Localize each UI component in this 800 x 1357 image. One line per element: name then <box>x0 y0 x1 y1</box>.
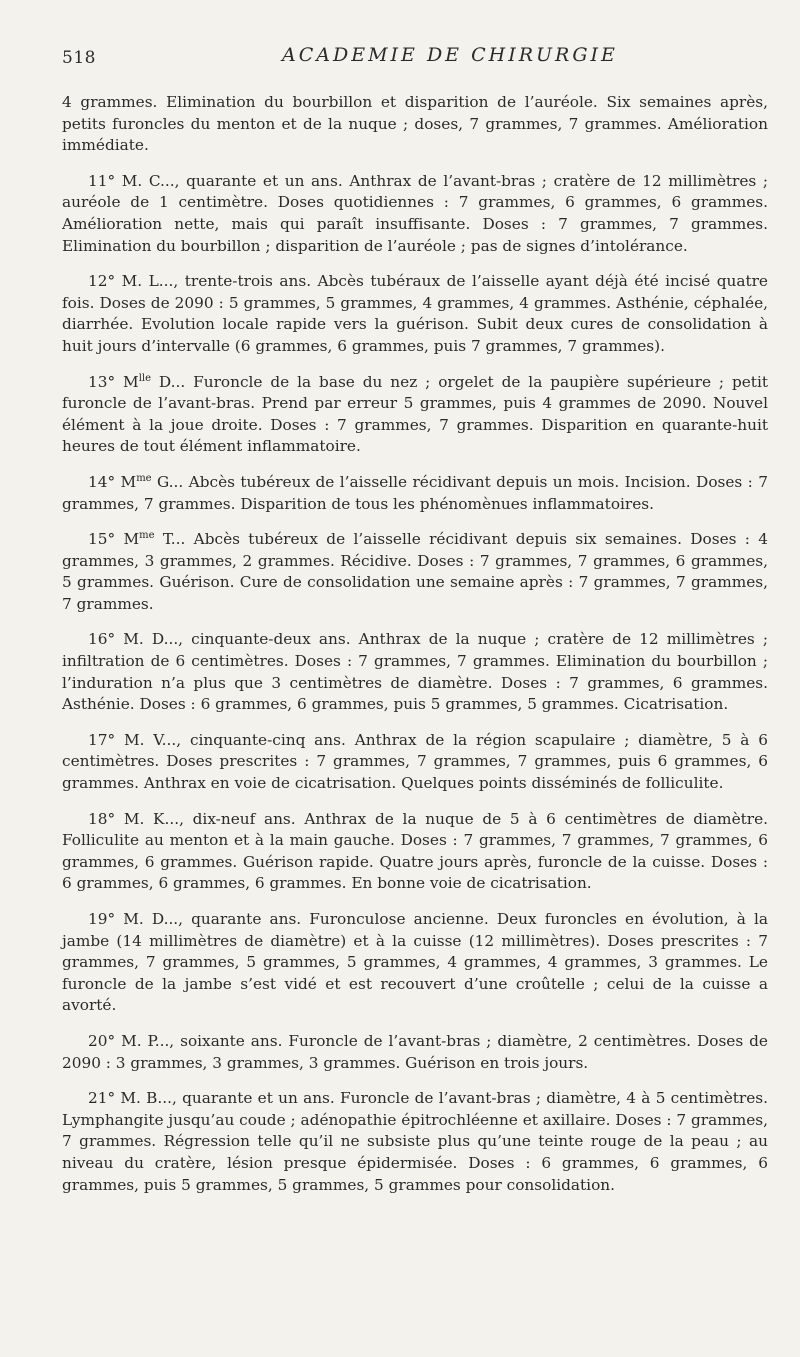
case-number: 18° <box>88 809 116 828</box>
case-11 <box>62 171 768 257</box>
case-title: M <box>123 530 140 549</box>
case-text: L..., trente-trois ans. Abcès tubéraux de l’aisselle ayant déjà été incisé quatre fois. Doses de 2090 : 5 grammes, 5 grammes, 4 grammes, 4 grammes. Asthénie, céphalée, diarrhée. Evolution locale rapide vers la guérison. Subit deux cures de consolidation à huit jours d’intervalle (6 grammes, 6 grammes, puis 7 grammes, 7 grammes). <box>62 272 768 355</box>
case-number: 17° <box>88 730 116 749</box>
case-14 <box>62 472 768 515</box>
case-title-sup: me <box>139 530 155 541</box>
case-16 <box>62 629 768 715</box>
case-text: G... Abcès tubéreux de l’aisselle récidivant depuis un mois. Incision. Doses : 7 grammes, 7 grammes. Disparition de tous les phénomènues inflammatoires. <box>62 472 768 513</box>
case-text: T... Abcès tubéreux de l’aisselle récidivant depuis six semaines. Doses : 4 grammes, 3 grammes, 2 grammes. Récidive. Doses : 7 grammes, 7 grammes, 6 grammes, 5 grammes. Guérison. Cure de consolidation une semaine après : 7 grammes, 7 grammes, 7 grammes. <box>62 530 768 613</box>
case-number: 21° <box>88 1089 116 1108</box>
case-text: D..., quarante ans. Furonculose ancienne. Deux furoncles en évolution, à la jambe (14 millimètres de diamètre) et à la cuisse (12 millimètres). Doses prescrites : 7 grammes, 7 grammes, 5 grammes, 5 grammes, 4 grammes, 4 grammes, 3 grammes. Le furoncle de la jambe s’est vidé et est recouvert d’une croûtelle ; celui de la cuisse a avorté. <box>62 910 768 1015</box>
case-text: P..., soixante ans. Furoncle de l’avant-bras ; diamètre, 2 centimètres. Doses de 2090 : 3 grammes, 3 grammes, 3 grammes. Guérison en trois jours. <box>62 1031 768 1072</box>
continuation-paragraph: 4 grammes. Elimination du bourbillon et disparition de l’auréole. Six semaines après, petits furoncles du menton et de la nuque ; doses, 7 grammes, 7 grammes. Amélioration immédiate. <box>62 93 768 155</box>
case-title: M. <box>123 630 144 649</box>
case-number: 19° <box>88 910 116 928</box>
case-title: M. <box>121 272 143 291</box>
case-18 <box>62 809 768 895</box>
case-21 <box>62 1088 768 1196</box>
case-text: K..., dix-neuf ans. Anthrax de la nuque de 5 à 6 centimètres de diamètre. Folliculite au menton et à la main gauche. Doses : 7 grammes, 7 grammes, 7 grammes, 6 grammes, 6 grammes. Guérison rapide. Quatre jours après, furoncle de la cuisse. Doses : 6 grammes, 6 grammes, 6 grammes. En bonne voie de cicatrisation. <box>62 809 768 893</box>
case-19 <box>62 909 768 1017</box>
case-text: B..., quarante et un ans. Furoncle de l’avant-bras ; diamètre, 4 à 5 centimètres. Lymphangite jusqu’au coude ; adénopathie épitrochléenne et axillaire. Doses : 7 grammes, 7 grammes. Régression telle qu’il ne subsiste plus qu’une teinte rouge de la peau ; au niveau du cratère, lésion presque épidermisée. Doses : 6 grammes, 6 grammes, 6 grammes, puis 5 grammes, 5 grammes, 5 grammes pour consolidation. <box>62 1089 769 1194</box>
page-number: 518 <box>62 48 96 68</box>
page-header <box>62 40 768 74</box>
case-title: M. <box>121 1031 142 1050</box>
case-title: M <box>123 372 139 391</box>
case-title-sup: lle <box>138 372 152 384</box>
case-text: V..., cinquante-cinq ans. Anthrax de la région scapulaire ; diamètre, 5 à 6 centimètres. Doses prescrites : 7 grammes, 7 grammes, 7 grammes, puis 6 grammes, 6 grammes. Anthrax en voie de cicatrisation. Quelques points disséminés de folliculite. <box>62 730 768 793</box>
case-title: M. <box>121 171 143 190</box>
case-text: D... Furoncle de la base du nez ; orgelet de la paupière supérieure ; petit furoncle de l’avant-bras. Prend par erreur 5 grammes, puis 4 grammes de 2090. Nouvel élément à la joue droite. Doses : 7 grammes, 7 grammes. Disparition en quarante-huit heures de tout élément inflammatoire. <box>62 372 768 456</box>
case-number: 14° <box>88 472 116 491</box>
case-12 <box>62 271 768 357</box>
case-number: 20° <box>88 1031 116 1050</box>
case-number: 15° <box>88 530 116 549</box>
case-number: 12° <box>88 272 116 291</box>
case-title: M <box>120 472 137 491</box>
case-title: M. <box>123 730 145 749</box>
case-20 <box>62 1031 768 1074</box>
case-title: M. <box>123 809 145 828</box>
case-15 <box>62 529 768 615</box>
case-text: D..., cinquante-deux ans. Anthrax de la nuque ; cratère de 12 millimètres ; infiltration de 6 centimètres. Doses : 7 grammes, 7 grammes. Elimination du bourbillon ; l’induration n’a plus que 3 centimètres de diamètre. Doses : 7 grammes, 6 grammes. Asthénie. Doses : 6 grammes, 6 grammes, puis 5 grammes, 5 grammes. Cicatrisation. <box>62 630 768 714</box>
case-17 <box>62 730 768 795</box>
running-title: ACADEMIE DE CHIRURGIE <box>282 44 618 66</box>
case-title: M. <box>120 1089 141 1108</box>
case-title: M. <box>123 910 144 928</box>
case-text: C..., quarante et un ans. Anthrax de l’avant-bras ; cratère de 12 millimètres ; auréole de 1 centimètre. Doses quotidiennes : 7 grammes, 6 grammes, 6 grammes. Amélioration nette, mais qui paraît insuffisante. Doses : 7 grammes, 7 grammes. Elimination du bourbillon ; disparition de l’auréole ; pas de signes d’intolérance. <box>62 171 768 255</box>
case-13 <box>62 372 768 458</box>
case-number: 13° <box>88 372 116 391</box>
case-number: 11° <box>88 171 116 190</box>
case-number: 16° <box>88 630 116 649</box>
case-title-sup: me <box>136 472 152 484</box>
